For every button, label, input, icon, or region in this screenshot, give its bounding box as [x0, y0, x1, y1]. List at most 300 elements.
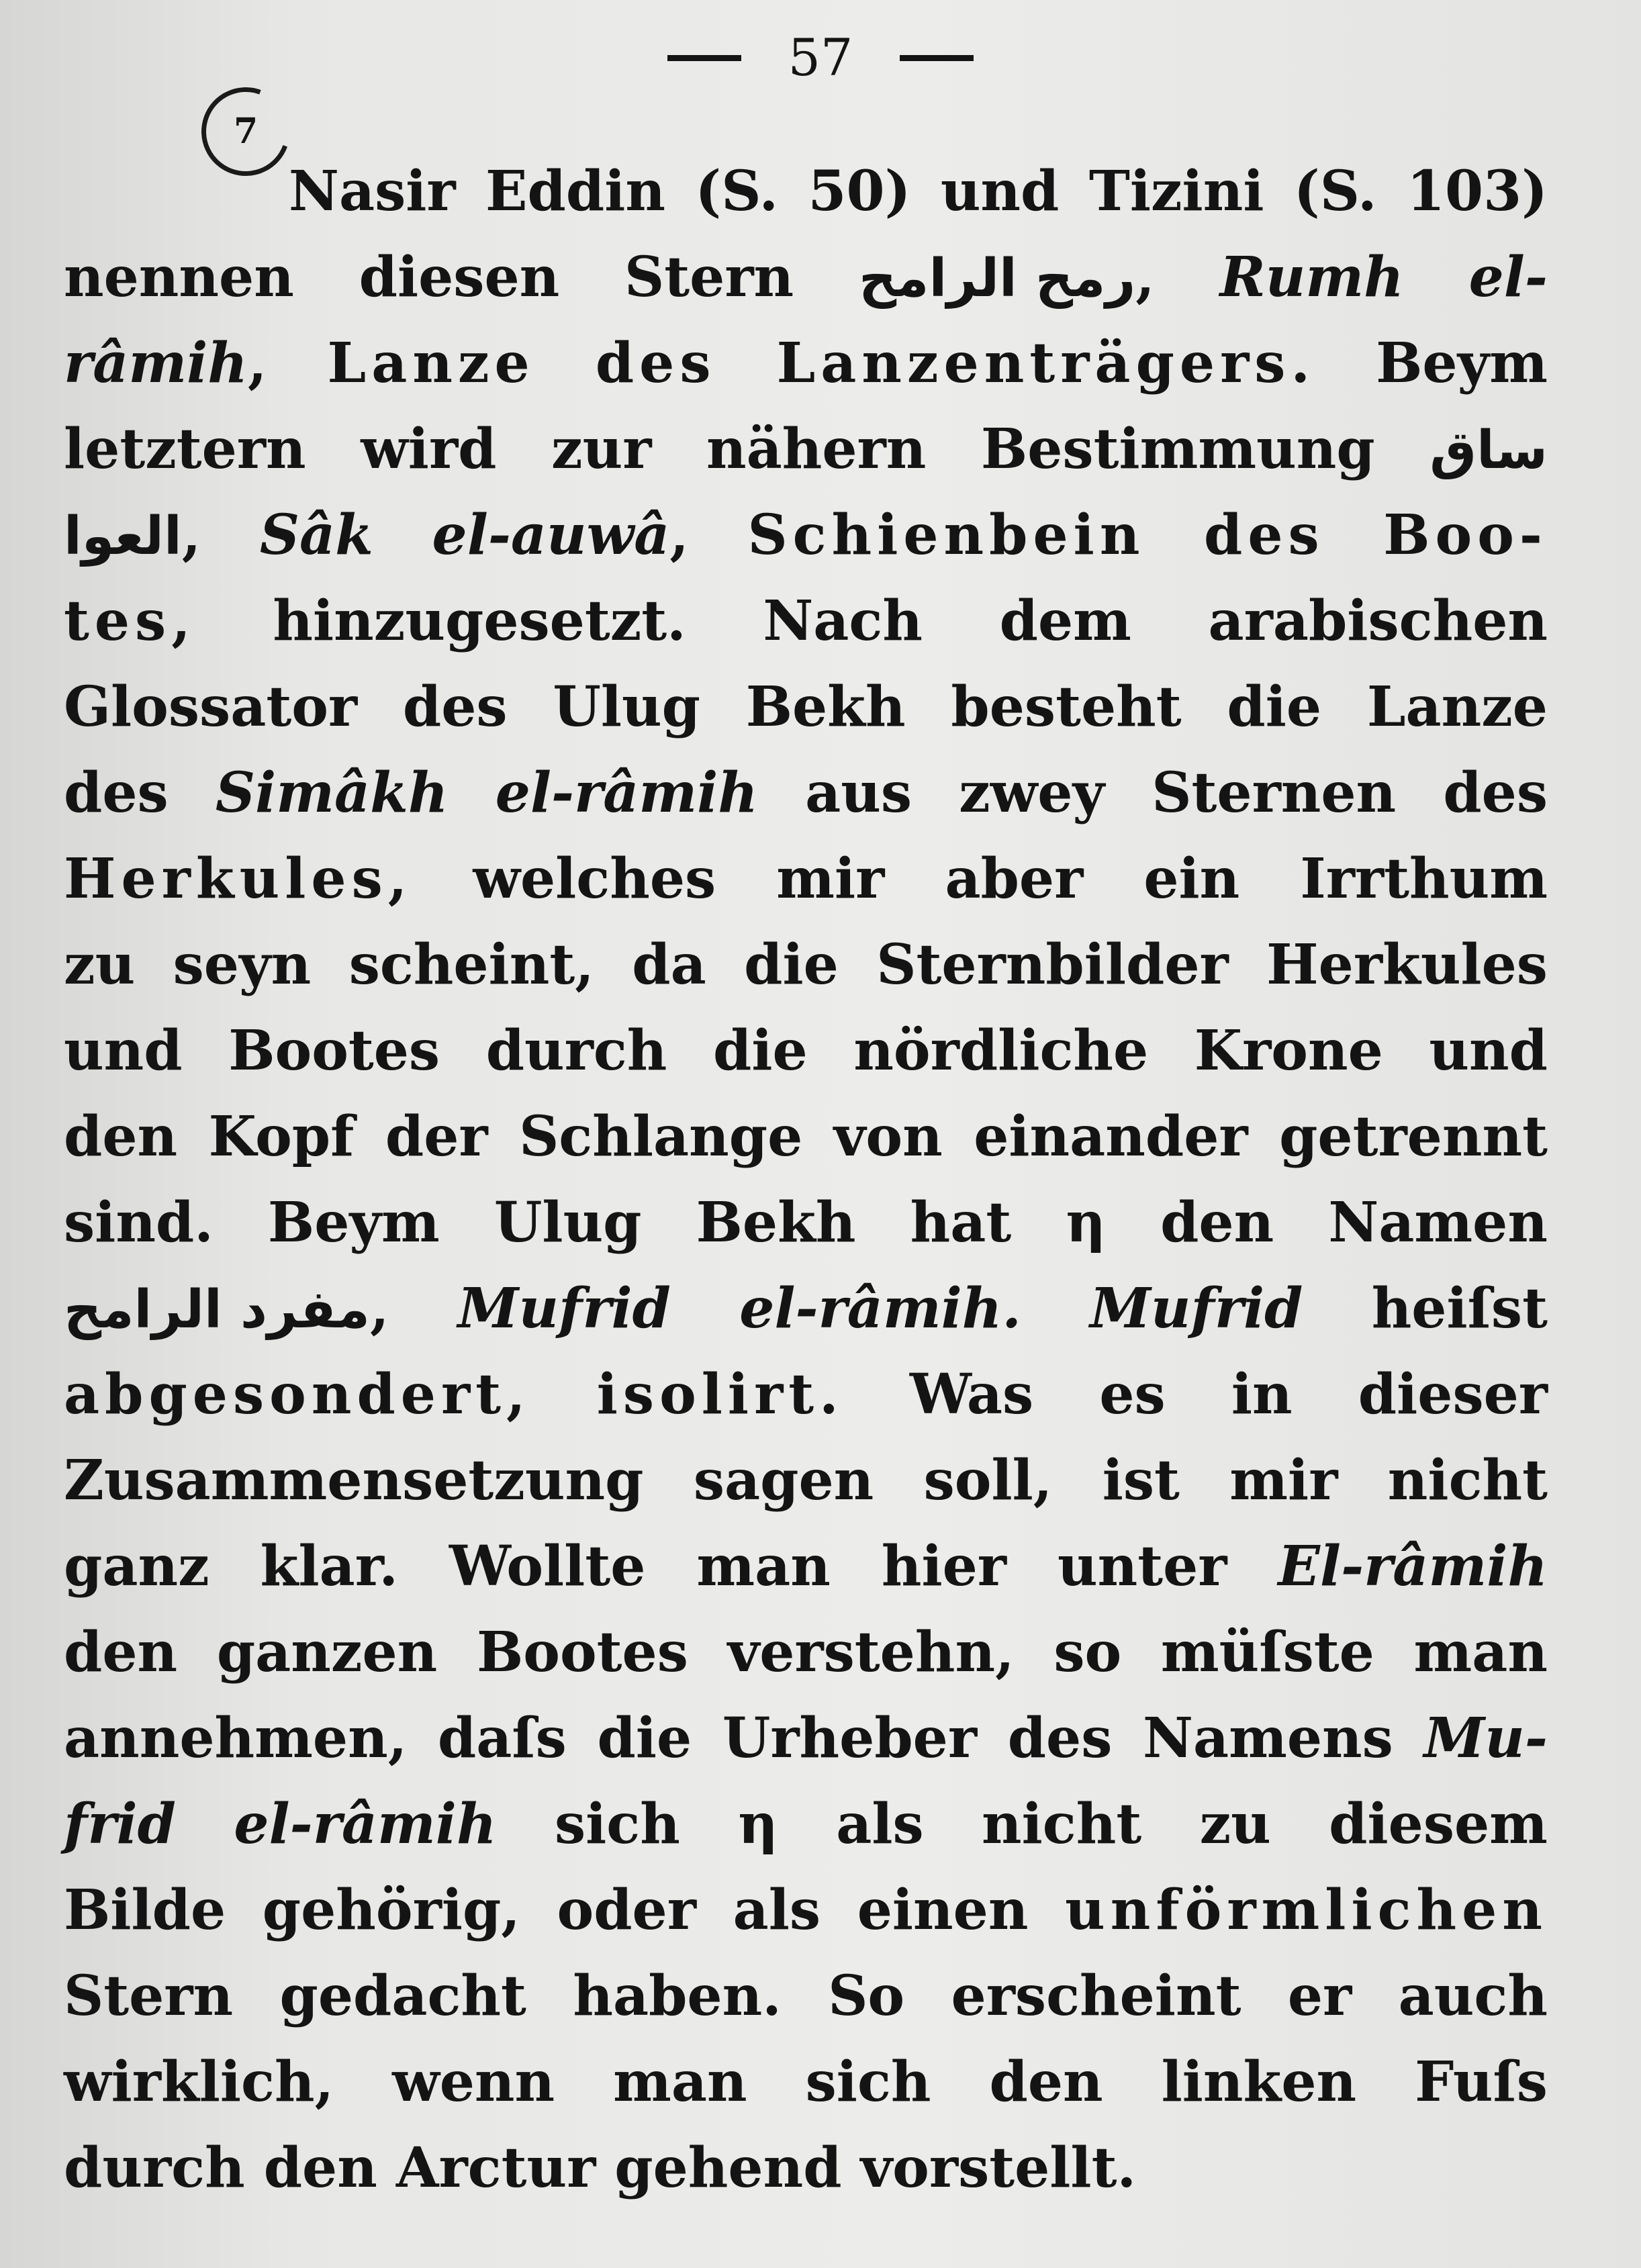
text-run: des [1204, 503, 1325, 567]
text-line [64, 1701, 1548, 1775]
text-run: nennen [64, 245, 294, 310]
word [1279, 1100, 1548, 1174]
text-run: , [247, 331, 267, 395]
text-run: dem [999, 589, 1131, 653]
text-run: Ulug [494, 1190, 642, 1255]
word [473, 842, 716, 916]
text-run: wirklich, [64, 2050, 334, 2114]
word [696, 1186, 856, 1260]
text-run: linken [1161, 2050, 1357, 2114]
text-run: diesen [359, 245, 560, 310]
text-run: als [733, 1878, 821, 1942]
text-run: annehmen, [64, 1706, 408, 1770]
word [882, 1529, 1006, 1603]
text-run: Simâkh [215, 761, 449, 825]
word [876, 928, 1228, 1002]
word [1194, 1014, 1383, 1088]
text-line [64, 1014, 1548, 1088]
text-run: Was [909, 1362, 1034, 1427]
word [696, 1529, 831, 1603]
text-run: des [64, 761, 169, 825]
text-line [64, 326, 1548, 400]
text-run: ganz [64, 1534, 209, 1599]
text-line [64, 1186, 1548, 1260]
word [1152, 756, 1396, 830]
word [777, 326, 1315, 400]
word [1162, 2045, 1357, 2119]
text-run: el- [1468, 245, 1548, 310]
text-run: Schlange [519, 1104, 803, 1169]
word [273, 584, 686, 658]
text-run: So [828, 1964, 905, 2028]
text-line [64, 584, 1548, 658]
text-run: Zusammensetzung [64, 1448, 644, 1513]
word [828, 1959, 904, 2033]
word [853, 1014, 1148, 1088]
text-run: isolirt. [596, 1362, 844, 1427]
word [496, 756, 758, 830]
word [361, 412, 496, 486]
text-run: abgesondert, [64, 1362, 531, 1427]
text-run: mir [1229, 1448, 1338, 1513]
word [632, 928, 706, 1002]
text-run: die [744, 933, 839, 997]
text-line [64, 1873, 1548, 1947]
word [328, 326, 535, 400]
text-line [64, 670, 1548, 744]
word [706, 412, 926, 486]
text-run: Herkules [1266, 933, 1548, 997]
word [596, 326, 716, 400]
text-run: da [632, 933, 706, 997]
word [614, 2131, 841, 2205]
text-run: Mu- [1423, 1706, 1548, 1770]
word [385, 1100, 488, 1174]
text-run: sind. [64, 1190, 214, 1255]
word [551, 412, 651, 486]
word [403, 670, 508, 744]
text-run: nördliche [853, 1019, 1149, 1083]
text-run: Bootes [476, 1620, 688, 1685]
text-run: 103) [1406, 159, 1548, 224]
word [624, 240, 794, 314]
word [234, 1787, 496, 1861]
text-run: daſs [437, 1706, 567, 1770]
word [1103, 1444, 1180, 1517]
word [1443, 756, 1548, 830]
text-line [64, 842, 1548, 916]
word [449, 1529, 645, 1603]
text-run: den [1160, 1190, 1274, 1255]
word [959, 756, 1105, 830]
word [982, 1787, 1141, 1861]
text-run: sich [805, 2050, 931, 2114]
text-run: Bilde [64, 1878, 226, 1942]
text-run: des [595, 331, 716, 395]
arabic-text: مفرد الرامح [64, 1280, 370, 1340]
word [64, 1100, 177, 1174]
word [763, 584, 923, 658]
text-run: (S. [695, 159, 779, 224]
word [1300, 842, 1548, 916]
text-run: Namen [1328, 1190, 1548, 1255]
word [738, 1787, 778, 1861]
text-run: soll, [923, 1448, 1053, 1513]
word [1367, 670, 1548, 744]
word [1266, 928, 1548, 1002]
word [1200, 1787, 1271, 1861]
word [64, 1873, 226, 1947]
text-run: Bekh [745, 675, 906, 739]
text-line [64, 1787, 1548, 1861]
word [553, 670, 700, 744]
word [1429, 1014, 1548, 1088]
text-run: Kopf [208, 1104, 355, 1169]
text-run: dieser [1358, 1362, 1548, 1427]
text-run: Eddin [485, 159, 665, 224]
word [217, 1615, 437, 1689]
text-run: , [369, 1276, 389, 1341]
text-run: den [64, 1104, 178, 1169]
word [1143, 1701, 1393, 1775]
text-run: η [1066, 1190, 1106, 1255]
text-run: Wollte [449, 1534, 646, 1599]
text-run: arabischen [1208, 589, 1548, 653]
word [910, 1186, 1012, 1260]
text-run: Lanze [1366, 675, 1548, 739]
text-run: Sternen [1152, 761, 1397, 825]
text-run: verstehn, [727, 1620, 1015, 1685]
text-run: zu [1199, 1792, 1271, 1856]
word [733, 1873, 820, 1947]
word [557, 1873, 696, 1947]
word [1065, 1873, 1548, 1947]
word [805, 756, 912, 830]
text-run: unförmlichen [1065, 1878, 1548, 1942]
word [1415, 2045, 1548, 2119]
text-run: gehörig, [262, 1878, 520, 1942]
page-header [0, 28, 1641, 87]
text-run: zwey [959, 761, 1105, 825]
text-line [64, 1358, 1548, 1431]
word [280, 1959, 526, 2033]
text-line [64, 756, 1548, 830]
text-run: Mufrid [457, 1276, 671, 1341]
word [1469, 240, 1548, 314]
text-run: klar. [260, 1534, 398, 1599]
text-run: Stern [64, 1964, 234, 2028]
word [1220, 240, 1404, 314]
text-run: des [402, 675, 508, 739]
word [64, 1701, 407, 1775]
word [974, 1100, 1248, 1174]
word [64, 1615, 177, 1689]
word [64, 1272, 389, 1347]
word [728, 1615, 1015, 1689]
text-run: den [989, 2050, 1103, 2114]
word [989, 2045, 1103, 2119]
text-line [64, 1959, 1548, 2033]
word [713, 1014, 808, 1088]
word [857, 1873, 1029, 1947]
text-run: haben. [573, 1964, 782, 2028]
text-run: Glossator [64, 675, 358, 739]
text-run: man [696, 1534, 831, 1599]
word [1424, 1701, 1548, 1775]
margin-mark-number: 7 [233, 111, 259, 152]
word [613, 2045, 747, 2119]
text-run: Schienbein [747, 503, 1145, 567]
text-run: hat [910, 1190, 1012, 1255]
text-run: Rumh [1219, 245, 1404, 310]
text-run: Lanzenträgers. [776, 331, 1315, 395]
word [1413, 1615, 1548, 1689]
word [806, 2045, 931, 2119]
text-run: nähern [706, 417, 927, 481]
text-line [64, 2131, 1548, 2205]
text-run: ganzen [216, 1620, 438, 1685]
text-line [64, 2045, 1548, 2119]
word [1329, 1787, 1548, 1861]
word [1000, 584, 1131, 658]
word [861, 2131, 1136, 2205]
text-run: gedacht [279, 1964, 526, 2028]
text-run: und [1429, 1019, 1548, 1083]
word [1066, 1186, 1106, 1260]
word [228, 1014, 440, 1088]
text-run: Tizini [1088, 159, 1264, 224]
text-run: erscheint [951, 1964, 1241, 2028]
text-run: des [1443, 761, 1548, 825]
text-run: el-râmih [234, 1792, 497, 1856]
text-run: ist [1102, 1448, 1180, 1513]
word [64, 1358, 531, 1431]
text-run: râmih [64, 331, 248, 395]
word [64, 670, 357, 744]
text-run: tes, [64, 589, 196, 653]
word [746, 670, 906, 744]
word [776, 842, 884, 916]
word [1407, 154, 1548, 228]
word [834, 1100, 943, 1174]
page-number: 57 [788, 28, 853, 87]
text-run: seyn [173, 933, 312, 997]
word [1058, 1529, 1227, 1603]
word [1143, 842, 1239, 916]
word [573, 1959, 781, 2033]
text-run: Arctur [395, 2136, 596, 2200]
text-run: besteht [951, 675, 1182, 739]
text-run: Stern [624, 245, 794, 310]
text-run: (S. [1293, 159, 1377, 224]
text-run: Boo- [1383, 503, 1548, 567]
text-run: unter [1057, 1534, 1227, 1599]
text-run: ein [1143, 847, 1240, 911]
word [1278, 1529, 1548, 1603]
word [598, 1701, 692, 1775]
text-run: , [1135, 245, 1155, 310]
text-run: der [385, 1104, 488, 1169]
header-dash-left [667, 55, 741, 61]
text-run: Bestimmung [980, 417, 1375, 481]
text-run: el-râmih [495, 761, 758, 825]
arabic-text: رمح الرامح [858, 248, 1136, 309]
word [951, 1959, 1241, 2033]
word [64, 584, 196, 658]
word [695, 154, 778, 228]
text-run: es [1099, 1362, 1166, 1427]
text-run: durch [485, 1019, 667, 1083]
word [808, 154, 910, 228]
word [722, 1701, 977, 1775]
word [859, 240, 1155, 316]
text-run: aus [805, 761, 912, 825]
word [519, 1100, 802, 1174]
word [747, 498, 1145, 572]
word [1294, 154, 1377, 228]
word [396, 2131, 596, 2205]
word [1209, 584, 1548, 658]
text-run: mir [776, 847, 885, 911]
word [1429, 412, 1548, 487]
text-run: heiſst [1371, 1276, 1548, 1341]
word [64, 1529, 209, 1603]
word [486, 1014, 667, 1088]
text-run: oder [557, 1878, 696, 1942]
word [64, 2131, 245, 2205]
word [694, 1444, 874, 1517]
word [209, 1100, 355, 1174]
text-line [64, 412, 1548, 486]
word [1160, 1186, 1274, 1260]
word [64, 2045, 334, 2119]
text-run: auch [1398, 1964, 1548, 2028]
header-dash-right [900, 55, 974, 61]
text-run: η [738, 1792, 778, 1856]
word [349, 928, 594, 1002]
text-run: El-râmih [1278, 1534, 1548, 1599]
word [64, 1444, 643, 1517]
word [924, 1444, 1053, 1517]
word [1372, 1272, 1548, 1345]
text-run: und [940, 159, 1060, 224]
text-run: gehend [614, 2136, 842, 2200]
text-run: Urheber [722, 1706, 978, 1770]
text-run: welches [473, 847, 716, 911]
word [260, 498, 373, 572]
word [555, 1787, 680, 1861]
text-run: wird [361, 417, 497, 481]
text-line [289, 154, 1548, 228]
word [64, 928, 135, 1002]
word [64, 842, 412, 916]
text-run: Sâk [259, 503, 373, 567]
word [836, 1787, 923, 1861]
word [64, 756, 169, 830]
word [1288, 1959, 1352, 2033]
text-run: die [713, 1019, 808, 1083]
text-line [64, 1615, 1548, 1689]
word [945, 842, 1083, 916]
text-run: Herkules, [64, 847, 413, 911]
text-run: letztern [64, 417, 306, 481]
text-run: müſste [1160, 1620, 1374, 1685]
word [64, 1014, 183, 1088]
text-run: nicht [982, 1792, 1142, 1856]
text-run: hier [881, 1534, 1006, 1599]
word [597, 1358, 844, 1431]
text-run: el-auwâ [432, 503, 670, 567]
word [64, 1787, 176, 1861]
text-run: Namens [1143, 1706, 1393, 1770]
text-run: die [1227, 675, 1322, 739]
text-run: so [1053, 1620, 1122, 1685]
text-run: sich [554, 1792, 680, 1856]
word [438, 1701, 567, 1775]
text-run: einander [974, 1104, 1248, 1169]
word [1089, 154, 1264, 228]
word [494, 1186, 642, 1260]
word [64, 1186, 214, 1260]
text-run: von [833, 1104, 943, 1169]
text-run: Mufrid [1090, 1276, 1303, 1341]
word [941, 154, 1060, 228]
arabic-text: العوا [64, 506, 182, 567]
text-run: in [1231, 1362, 1293, 1427]
text-run: Irrthum [1300, 847, 1548, 911]
word [64, 1959, 233, 2033]
word [744, 928, 839, 1002]
text-run: zu [64, 933, 136, 997]
word [485, 154, 665, 228]
text-run: Bekh [696, 1190, 856, 1255]
word [289, 154, 456, 228]
word [1090, 1272, 1303, 1345]
word [1388, 1444, 1548, 1517]
text-run: Lanze [327, 331, 535, 395]
word [1358, 1358, 1548, 1431]
word [392, 2045, 555, 2119]
word [432, 498, 689, 572]
word [910, 1358, 1033, 1431]
word [1204, 498, 1325, 572]
text-run: als [836, 1792, 924, 1856]
text-line [64, 240, 1548, 314]
text-run: zur [551, 417, 652, 481]
word [1229, 1444, 1338, 1517]
text-run: el-râmih. [739, 1276, 1021, 1341]
word [1328, 1186, 1548, 1260]
text-run: Beym [1376, 331, 1548, 395]
text-line [64, 498, 1548, 572]
text-run: nicht [1387, 1448, 1548, 1513]
text-line [64, 1100, 1548, 1174]
word [1383, 498, 1548, 572]
text-run: scheint, [348, 933, 594, 997]
text-line [64, 1272, 1548, 1345]
word [1008, 1701, 1113, 1775]
text-run: die [597, 1706, 692, 1770]
word [359, 240, 560, 314]
text-run: hinzugesetzt. [273, 589, 686, 653]
word [458, 1272, 671, 1345]
text-run: Nasir [289, 159, 456, 224]
text-run: Beym [267, 1190, 440, 1255]
word [739, 1272, 1021, 1345]
text-run: Ulug [553, 675, 700, 739]
word [64, 412, 306, 486]
arabic-text: ساق [1429, 420, 1548, 481]
